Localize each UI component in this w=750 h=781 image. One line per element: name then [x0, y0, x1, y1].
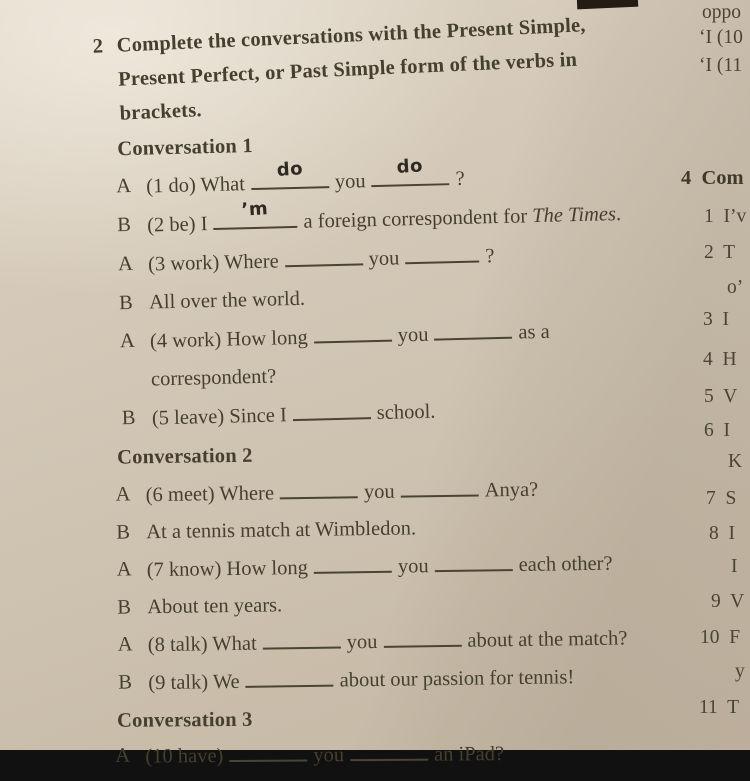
- dialogue-line: [89, 511, 689, 548]
- line-content: [147, 586, 690, 623]
- answer-blank: [314, 552, 392, 574]
- dialogue-line: [89, 473, 689, 511]
- speaker-letter: B: [116, 213, 132, 237]
- line-text: you: [397, 323, 429, 347]
- dialogue-line: [94, 352, 695, 396]
- answer-blank: [400, 476, 478, 498]
- cutoff-text-fragment: 2 T: [704, 242, 736, 263]
- speaker-letter: [121, 366, 152, 396]
- line-content: [151, 352, 695, 394]
- speaker-letter: A: [117, 252, 134, 276]
- cutoff-text-fragment: 1 I’v: [704, 206, 747, 227]
- answer-blank: [284, 244, 362, 267]
- line-content: [152, 390, 696, 433]
- line-text: (9 talk) We: [148, 670, 240, 695]
- answer-blank: [213, 198, 297, 230]
- conversation-block: [88, 121, 695, 435]
- handwritten-answer: do: [275, 158, 304, 181]
- line-content: [150, 313, 694, 356]
- answer-blank: [434, 318, 512, 341]
- line-content: [145, 738, 688, 772]
- dialogue-line: [92, 275, 693, 319]
- speaker-letter: B: [121, 406, 136, 430]
- speaker-letter: B: [118, 291, 134, 315]
- line-content: [146, 511, 689, 548]
- cutoff-text-fragment: y: [735, 661, 745, 682]
- cutoff-text-fragment: 4 H: [703, 349, 737, 370]
- cutoff-text-fragment: K: [728, 451, 743, 472]
- speaker-letter: A: [117, 633, 133, 656]
- speaker-letter: B: [117, 596, 132, 619]
- speaker-letter: A: [116, 558, 132, 581]
- line-text: At a tennis match at Wimbledon.: [146, 517, 417, 544]
- line-text: .: [615, 203, 622, 226]
- speaker-letter: B: [116, 521, 131, 544]
- line-content: [147, 548, 690, 586]
- dialogue-line: [91, 236, 692, 281]
- answer-blank: [405, 241, 479, 264]
- answer-blank: [383, 626, 461, 648]
- line-text: (3 work) Where: [147, 250, 279, 276]
- cutoff-text-fragment: oppo: [702, 2, 741, 23]
- cutoff-text-fragment: ‘I (11: [699, 55, 743, 76]
- conversation-title: Conversation 2: [117, 444, 253, 469]
- cutoff-text-fragment: 9 V: [711, 591, 745, 612]
- handwritten-answer: ’m: [241, 198, 270, 221]
- dialogue-line: [90, 586, 690, 623]
- line-text: you: [368, 247, 400, 271]
- line-text: (10 have): [145, 745, 224, 768]
- handwritten-answer: do: [396, 155, 425, 178]
- line-text: (2 be) I: [146, 213, 208, 237]
- cutoff-text-fragment: o’: [727, 277, 744, 298]
- line-text: ?: [455, 167, 465, 191]
- dialogue-line: [90, 197, 691, 242]
- speaker-letter: A: [115, 483, 131, 506]
- answer-blank: [245, 666, 333, 688]
- answer-blank: [280, 477, 358, 499]
- answer-blank: [292, 398, 370, 421]
- exercise-column: [88, 14, 688, 781]
- line-text: about at the match?: [467, 627, 628, 652]
- line-text: Anya?: [484, 478, 539, 502]
- exercise-number: 2: [92, 35, 104, 58]
- line-text: you: [346, 630, 378, 654]
- answer-blank: [263, 627, 341, 649]
- line-text: (7 know) How long: [146, 556, 309, 582]
- line-text: (5 leave) Since I: [151, 404, 288, 430]
- line-text: a foreign correspondent for: [303, 205, 528, 233]
- speaker-letter: A: [115, 174, 132, 198]
- answer-blank: [350, 740, 428, 762]
- conversation-block: [88, 703, 688, 772]
- dialogue-line: [95, 390, 696, 435]
- dialogue-line: [90, 548, 690, 586]
- answer-blank: [371, 155, 449, 187]
- line-content: [149, 275, 693, 317]
- conversation-title: Conversation 3: [117, 708, 253, 732]
- line-content: [147, 197, 691, 240]
- conversations-container: [88, 136, 688, 772]
- line-text: about our passion for tennis!: [339, 666, 575, 692]
- line-text: All over the world.: [148, 287, 306, 314]
- speaker-letter: B: [118, 671, 133, 694]
- line-text: you: [397, 555, 429, 578]
- line-text: school.: [376, 400, 436, 425]
- line-text: (8 talk) What: [147, 632, 257, 657]
- exercise-instruction: Complete the conversations with the Present Simple, Present Perfect, or Past Simple form of the verbs in brackets.: [116, 14, 587, 125]
- cutoff-text-fragment: 4 Com: [681, 167, 744, 189]
- answer-blank: [251, 158, 329, 190]
- italic-text: The Times: [531, 203, 617, 228]
- speaker-letter: A: [119, 329, 136, 353]
- exercise-heading: [88, 4, 692, 132]
- cutoff-text-fragment: 5 V: [704, 386, 738, 407]
- dialogue-line: [88, 738, 688, 772]
- line-content: [148, 661, 691, 699]
- answer-blank: [229, 740, 307, 762]
- dialogue-line: [93, 313, 694, 358]
- line-text: correspondent?: [150, 365, 277, 391]
- conversation-block: [88, 436, 692, 699]
- line-text: an iPad?: [433, 743, 505, 766]
- conversation-title: Conversation 1: [117, 134, 254, 161]
- dialogue-line: [91, 661, 691, 699]
- line-content: [145, 155, 690, 201]
- line-text: (1 do) What: [145, 173, 246, 198]
- line-content: [146, 473, 689, 511]
- dialogue-line: [89, 155, 690, 203]
- line-text: you: [313, 744, 345, 767]
- cutoff-text-fragment: I: [731, 556, 738, 577]
- line-text: (4 work) How long: [149, 326, 308, 353]
- cutoff-text-fragment: ‘I (10: [699, 27, 743, 48]
- line-text: as a: [518, 320, 550, 344]
- answer-blank: [434, 550, 512, 572]
- cutoff-text-fragment: 8 I: [709, 523, 735, 544]
- line-text: ?: [485, 245, 495, 268]
- cutoff-text-fragment: 6 I: [704, 420, 730, 441]
- line-text: you: [363, 480, 395, 504]
- line-content: [148, 623, 691, 661]
- line-text: About ten years.: [147, 594, 283, 619]
- cutoff-text-fragment: 10 F: [700, 627, 741, 648]
- cutoff-text-fragment: 3 I: [703, 309, 729, 330]
- answer-blank: [313, 321, 391, 344]
- dialogue-line: [91, 623, 691, 661]
- cutoff-text-fragment: 7 S: [706, 488, 737, 509]
- line-text: each other?: [518, 552, 613, 576]
- line-text: (6 meet) Where: [145, 482, 275, 507]
- cutoff-text-fragment: 11 T: [699, 697, 740, 718]
- line-text: you: [334, 170, 366, 193]
- speaker-letter: A: [115, 744, 131, 767]
- line-content: [148, 236, 692, 279]
